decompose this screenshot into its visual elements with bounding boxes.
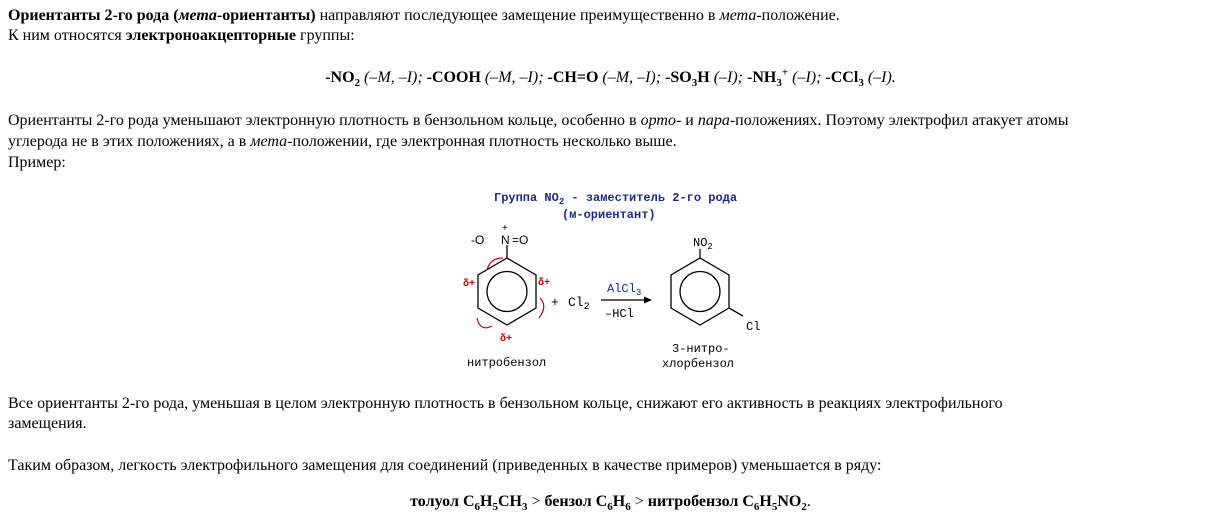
delta-plus-bottom: δ+ bbox=[500, 333, 512, 344]
delta-plus-left: δ+ bbox=[463, 278, 475, 289]
group-so3h-a: -SO bbox=[665, 69, 692, 86]
groups-list bbox=[0, 68, 1221, 88]
nitrobenzene-aromatic-circle bbox=[487, 272, 527, 312]
scheme-subtitle: (м-ориентант) bbox=[562, 208, 656, 222]
group-cho-effect: (–M, –I); bbox=[598, 69, 666, 86]
group-so3h-effect: (–I); bbox=[709, 69, 747, 86]
heading-italic: мета bbox=[719, 7, 757, 24]
group-ccl3: -CCl bbox=[825, 69, 859, 86]
para1-italic-meta: мета bbox=[250, 133, 288, 150]
product-name-line2: хлорбензол bbox=[662, 357, 735, 371]
nitro-n: N bbox=[501, 233, 510, 247]
chlorine-reagent: $Cl_2$ bbox=[568, 295, 590, 313]
heading-bold-start: Ориентанты 2-го рода ( bbox=[8, 7, 179, 24]
group-so3h-b: H bbox=[697, 69, 710, 86]
group-nh3-sub: 3 bbox=[776, 77, 782, 90]
intro-text-a: К ним относятся bbox=[8, 27, 126, 44]
intro-text-b: группы: bbox=[296, 27, 355, 44]
group-no2-effect: (–M, –I); bbox=[360, 69, 427, 86]
group-nh3-effect: (–I); bbox=[788, 69, 826, 86]
para1-line2 bbox=[8, 132, 677, 152]
para3-line1: Таким образом, легкость электрофильного замещения для соединений (приведенных в качестве примеров) уменьшается в ряду: bbox=[8, 457, 882, 474]
series-nitrobenzene: нитробензол $C_6H_5NO_2$ bbox=[647, 493, 807, 514]
reactant-name: нитробензол bbox=[467, 356, 547, 370]
scheme-title: Группа $NO_2$ - заместитель 2-го рода bbox=[494, 191, 738, 207]
para1-line1 bbox=[8, 111, 1069, 131]
intro-bold: электроноакцепторные bbox=[125, 27, 296, 44]
para1-l2-text-b: -положении, где электронная плотность несколько выше. bbox=[287, 133, 677, 150]
example-label: Пример: bbox=[8, 154, 66, 171]
nitro-o-minus: -O bbox=[471, 233, 485, 247]
group-so3h-sub: 3 bbox=[691, 77, 698, 90]
para1-text-c: -положениях. Поэтому электрофил атакует атомы bbox=[729, 112, 1069, 129]
group-nh3-sup: + bbox=[781, 66, 789, 79]
curved-arrow-right bbox=[539, 298, 544, 318]
heading-bold bbox=[8, 7, 316, 24]
group-cho: -CH=O bbox=[547, 69, 599, 86]
para1-l2-text-a: углерода не в этих положениях, а в bbox=[8, 133, 251, 150]
group-nh3: -NH bbox=[747, 69, 777, 86]
series-benzene: бензол $C_6H_6$ bbox=[544, 493, 631, 514]
product-cl: Cl bbox=[746, 320, 761, 334]
product-no2: $NO_2$ bbox=[693, 236, 713, 252]
product-ccl-bond bbox=[729, 308, 743, 316]
heading-bold-end: -ориентанты) bbox=[216, 7, 316, 24]
para1-text-a: Ориентанты 2-го рода уменьшают электронную плотность в бензольном кольце, особенно в bbox=[8, 112, 641, 129]
nitrobenzene-structure bbox=[478, 245, 536, 325]
nitro-eq-o: =O bbox=[512, 233, 529, 247]
heading-text-b: -положение. bbox=[756, 7, 840, 24]
series-gt-2: > bbox=[630, 493, 648, 510]
delta-plus-right: δ+ bbox=[538, 277, 550, 288]
plus-sign: + bbox=[551, 295, 559, 310]
byproduct-label: –HCl bbox=[605, 307, 634, 321]
reactivity-series bbox=[0, 492, 1221, 512]
catalyst-label: AlCl$_3$ bbox=[607, 282, 642, 298]
product-aromatic-circle bbox=[680, 272, 720, 312]
series-gt-1: > bbox=[527, 493, 545, 510]
heading-line bbox=[8, 6, 840, 26]
group-no2: -NO bbox=[325, 69, 355, 86]
para1-text-b: - и bbox=[675, 112, 698, 129]
group-cooh: -COOH bbox=[426, 69, 481, 86]
para1-italic-para: пара bbox=[697, 112, 730, 129]
curved-arrow-bottom bbox=[477, 318, 492, 328]
nitro-n-plus: + bbox=[502, 223, 508, 234]
group-ccl3-sub: 3 bbox=[858, 77, 864, 90]
series-end: . bbox=[806, 493, 811, 510]
group-ccl3-effect: (–I). bbox=[863, 69, 896, 86]
para2-line1: Все ориентанты 2-го рода, уменьшая в целом электронную плотность в бензольном кольце, снижают его активность в реакциях электрофильного bbox=[8, 395, 1003, 412]
intro-line bbox=[8, 26, 355, 46]
para1-italic-orto: орто bbox=[640, 112, 676, 129]
product-structure bbox=[671, 249, 743, 325]
group-cooh-effect: (–M, –I); bbox=[480, 69, 548, 86]
reaction-scheme bbox=[0, 186, 1221, 376]
heading-text-a: направляют последующее замещение преимущественно в bbox=[315, 7, 720, 24]
heading-bold-italic: мета bbox=[178, 7, 217, 24]
series-toluene: толуол $C_6H_5CH_3$ bbox=[410, 493, 528, 514]
group-no2-sub: 2 bbox=[354, 77, 361, 90]
product-name-line1: 3-нитро- bbox=[672, 342, 730, 356]
para2-line2: замещения. bbox=[8, 415, 87, 432]
reaction-arrow bbox=[601, 297, 652, 304]
